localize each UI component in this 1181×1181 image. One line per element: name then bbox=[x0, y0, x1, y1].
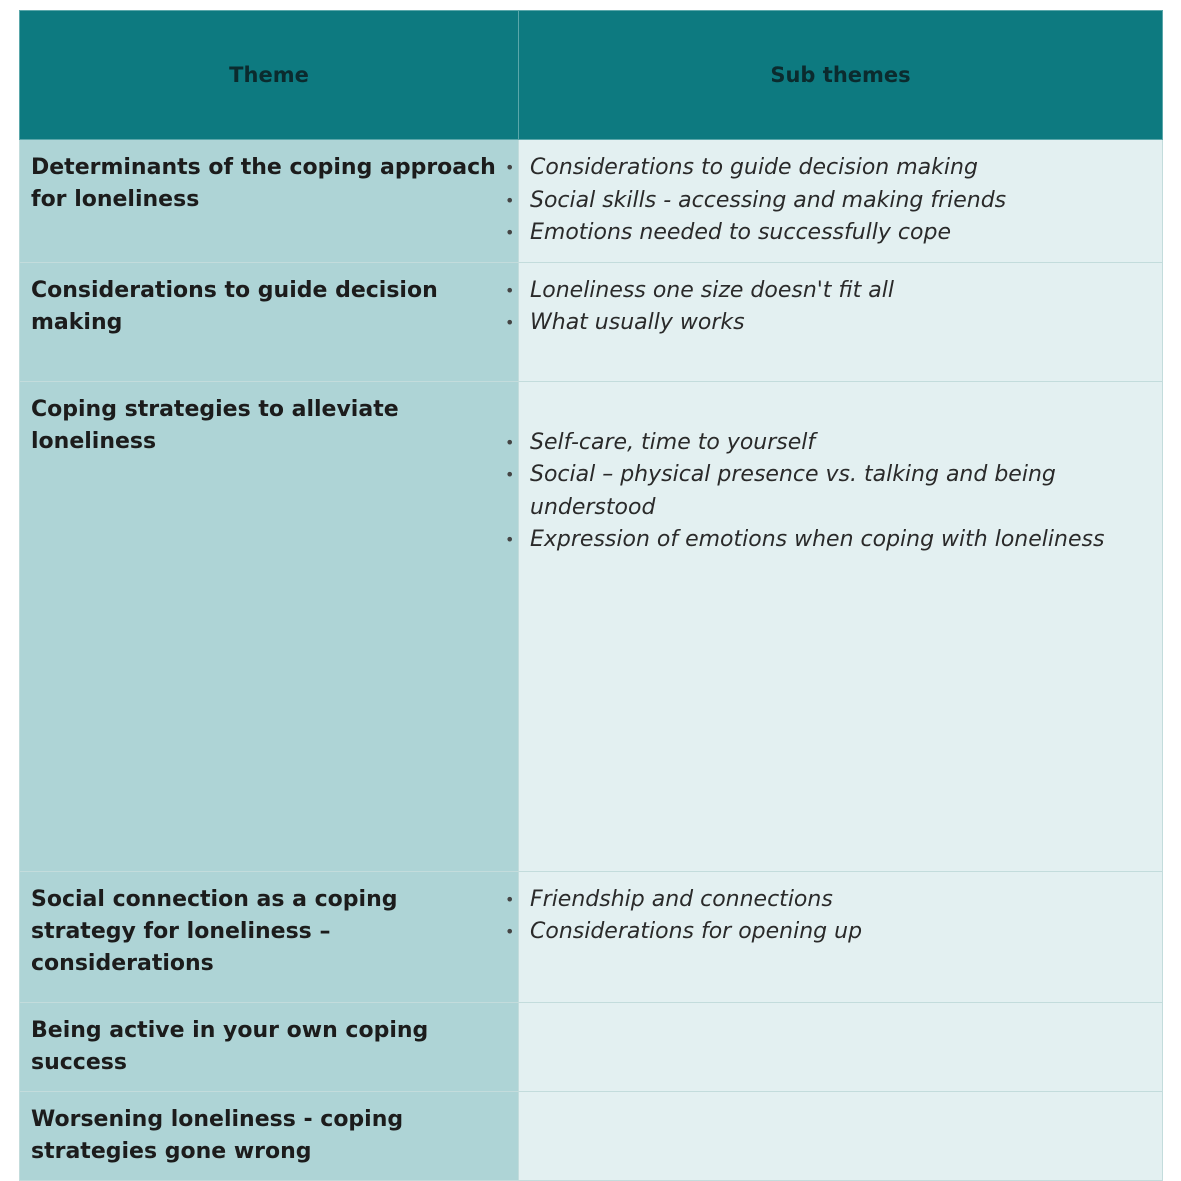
sub-theme-item: • Friendship and connections bbox=[530, 884, 1150, 917]
sub-themes-list bbox=[530, 152, 1150, 250]
sub-themes-cell bbox=[519, 1002, 1163, 1091]
theme-cell: Determinants of the coping approach for loneliness bbox=[20, 140, 519, 263]
sub-themes-cell bbox=[519, 1091, 1163, 1180]
theme-cell: Social connection as a coping strategy for loneliness – considerations bbox=[20, 871, 519, 1002]
sub-theme-item: • What usually works bbox=[530, 307, 1150, 340]
table-row bbox=[20, 262, 1163, 381]
sub-theme-item: • Social – physical presence vs. talking and being understood bbox=[530, 459, 1150, 524]
table-row bbox=[20, 1002, 1163, 1091]
sub-theme-item: • Social skills - accessing and making friends bbox=[530, 185, 1150, 218]
theme-cell: Being active in your own coping success bbox=[20, 1002, 519, 1091]
sub-themes-cell bbox=[519, 140, 1163, 263]
table-row bbox=[20, 381, 1163, 871]
table-header-row bbox=[20, 11, 1163, 140]
sub-themes-cell bbox=[519, 381, 1163, 871]
sub-theme-item: • Emotions needed to successfully cope bbox=[530, 217, 1150, 250]
theme-column-header: Theme bbox=[20, 11, 519, 140]
sub-themes-list bbox=[530, 275, 1150, 340]
sub-theme-item: • Considerations for opening up bbox=[530, 916, 1150, 949]
themes-table bbox=[19, 10, 1163, 1181]
theme-cell: Worsening loneliness - coping strategies gone wrong bbox=[20, 1091, 519, 1180]
sub-themes-column-header: Sub themes bbox=[519, 11, 1163, 140]
theme-cell: Considerations to guide decision making bbox=[20, 262, 519, 381]
table-row bbox=[20, 871, 1163, 1002]
sub-themes-list bbox=[530, 884, 1150, 949]
theme-cell: Coping strategies to alleviate loneliness bbox=[20, 381, 519, 871]
sub-theme-item: • Expression of emotions when coping with loneliness bbox=[530, 524, 1150, 557]
table-row bbox=[20, 140, 1163, 263]
sub-theme-item: • Considerations to guide decision making bbox=[530, 152, 1150, 185]
table-row bbox=[20, 1091, 1163, 1180]
sub-theme-item: • Self-care, time to yourself bbox=[530, 427, 1150, 460]
sub-themes-cell bbox=[519, 262, 1163, 381]
sub-themes-list bbox=[530, 427, 1150, 557]
sub-theme-item: • Loneliness one size doesn't fit all bbox=[530, 275, 1150, 308]
sub-themes-cell bbox=[519, 871, 1163, 1002]
